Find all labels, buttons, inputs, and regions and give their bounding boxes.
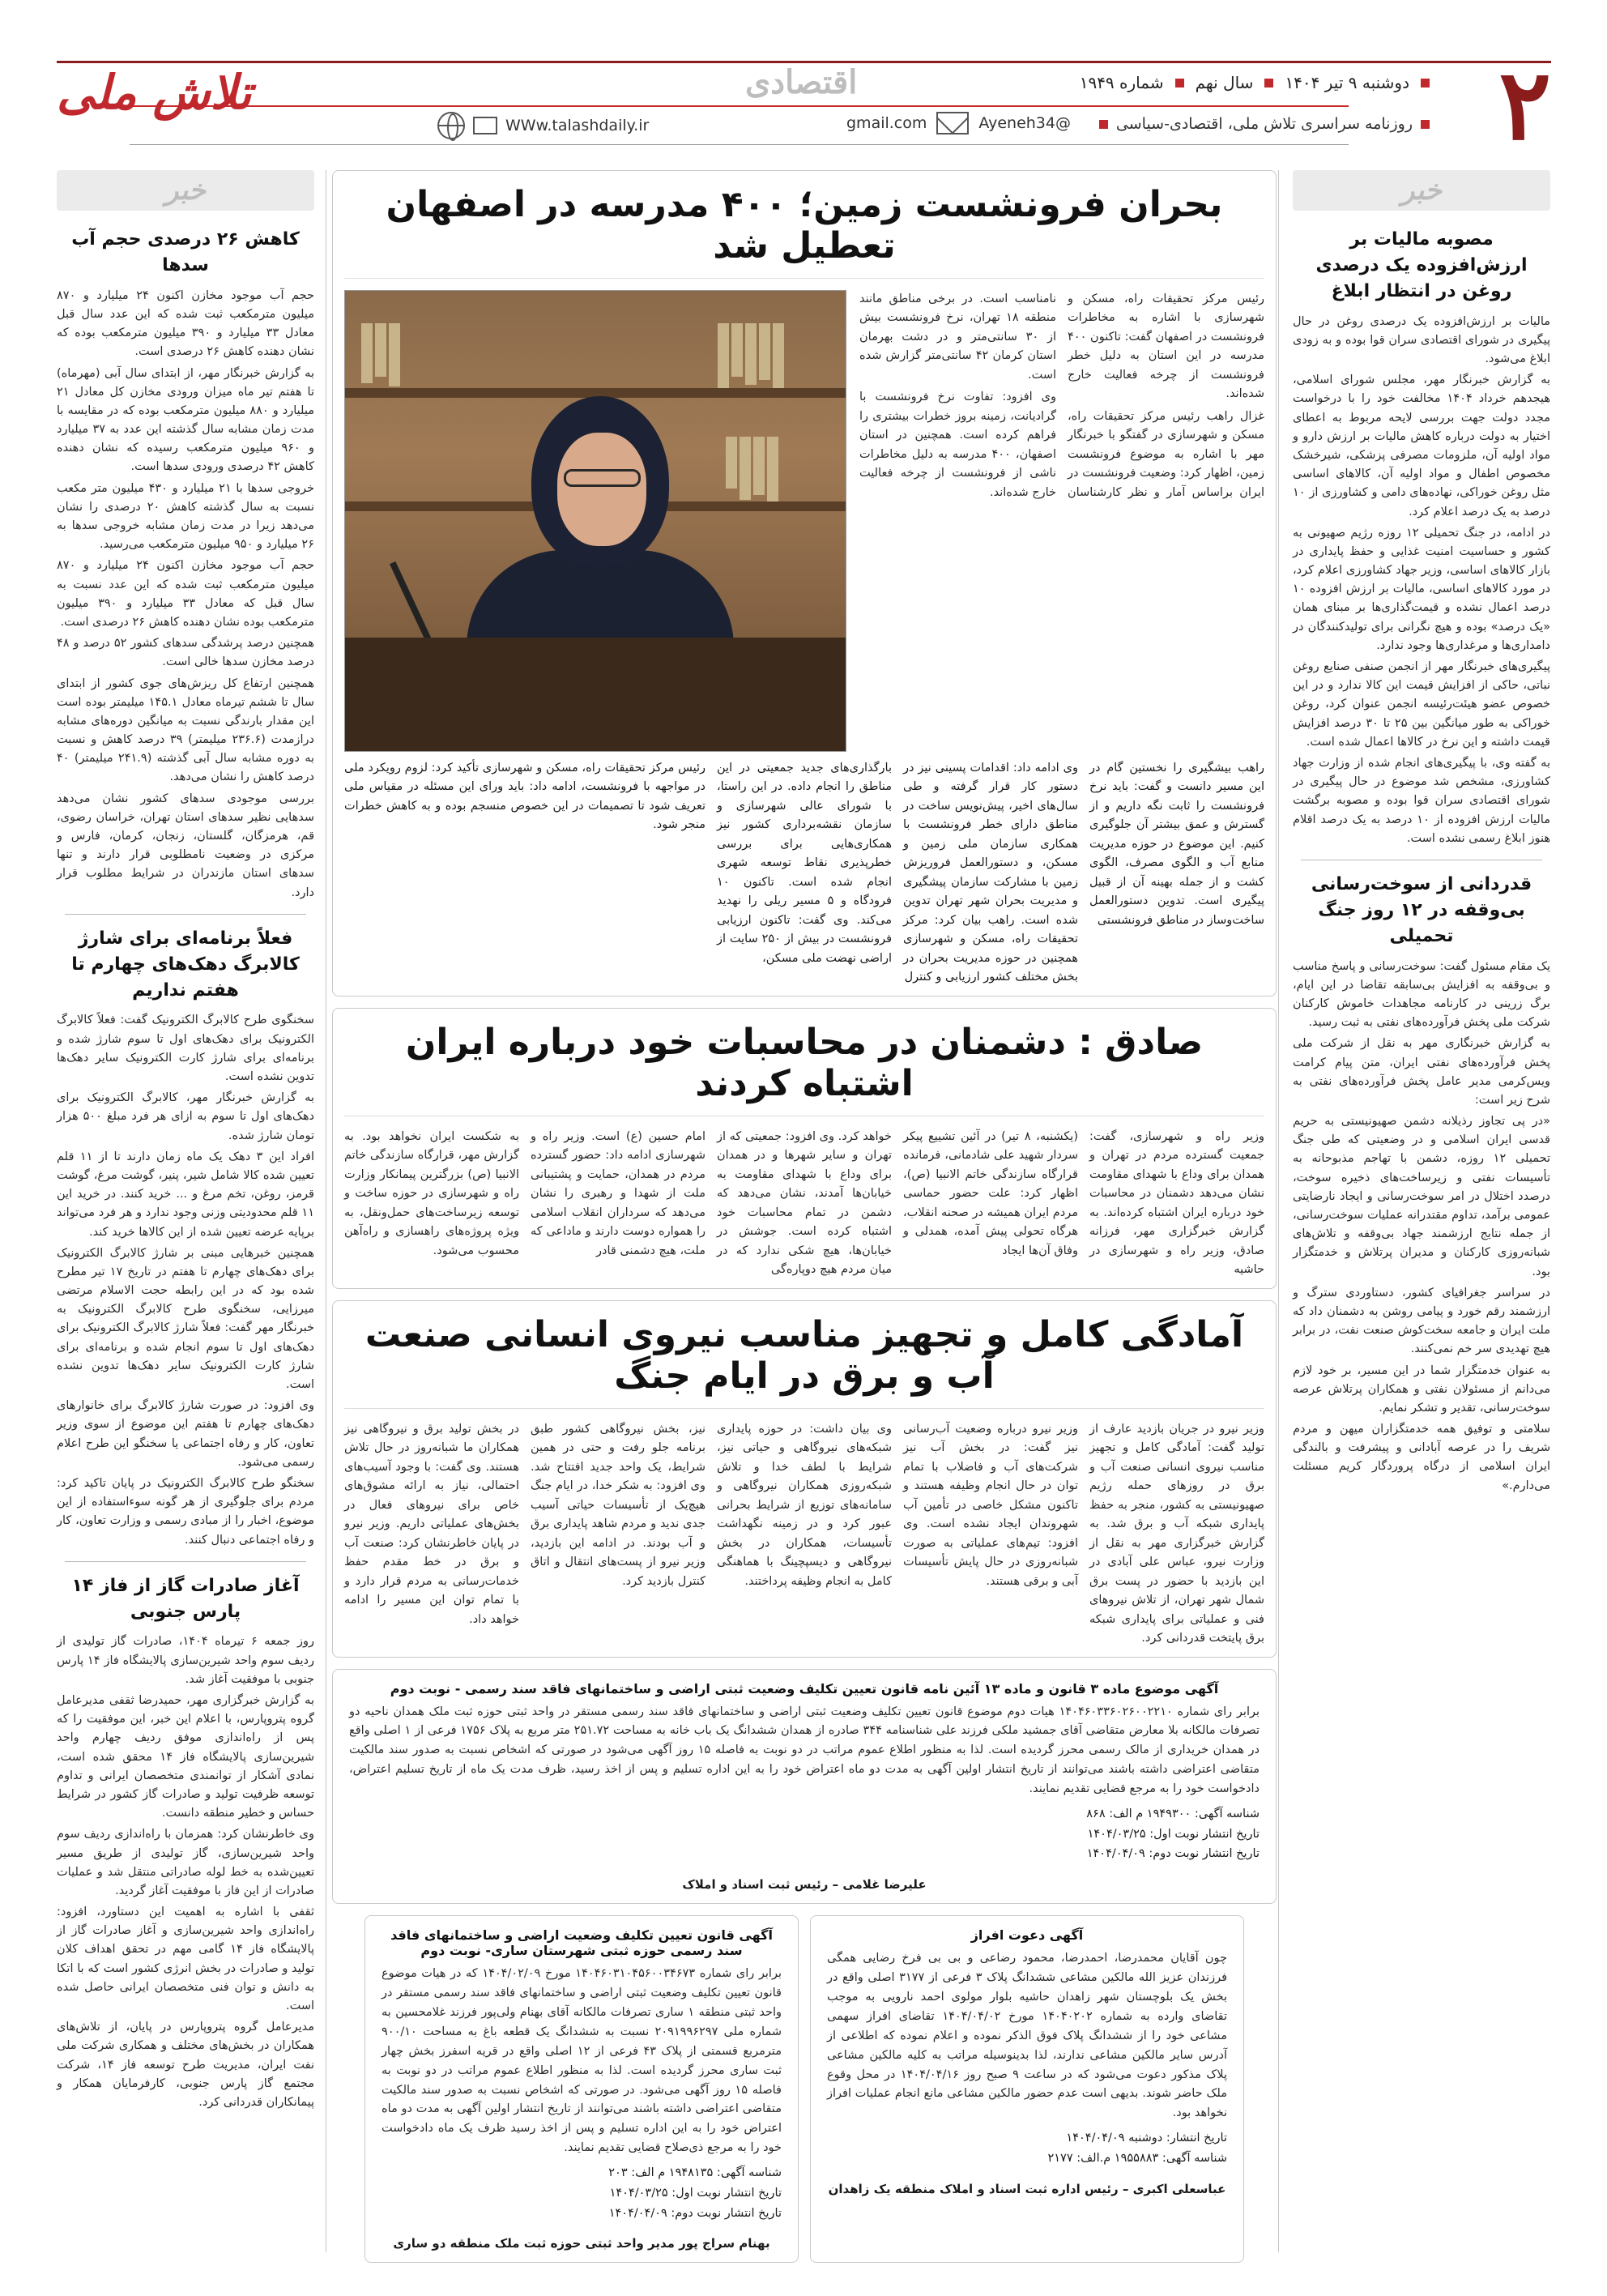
news-paragraph: روز جمعه ۶ تیرماه ۱۴۰۴، صادرات گاز تولیدی از ردیف سوم واحد شیرین‌سازی پالایشگاه فاز ۱۴ پارس جنوبی با موفقیت آغاز شد. xyxy=(57,1635,315,1686)
mail-icon xyxy=(936,112,969,134)
story-paragraph: (یکشنبه، ۸ تیر) در آئین تشییع پیکر سردار شهید علی شادمانی، فرمانده قرارگاه سازندگی خاتم الانبیا (ص)، اظهار کرد: علت حضور حماسی مردم ایران همیشه در صحنه انقلاب، هرگاه تحولی پیش آمده، همدلی و وفاق آن‌ها ایجاد xyxy=(903,1129,1078,1257)
issue-year: سال نهم xyxy=(1195,73,1254,92)
news-paragraph: همچنین خبرهایی مبنی بر شارژ کالابرگ الکترونیک برای دهک‌های چهارم تا هفتم در تاریخ ۱۷ تیر مطرح شده بود که در این رابطه حجت الاسلام مرتضی میرزایی، سخنگوی طرح کالابرگ الکترونیک به خبرنگار مهر گفت: فعلاً شارژ کالابرگ الکترونیک برای دهک‌های اول تا سوم انجام شده و برنامه‌ای برای شارژ کارت الکترونیک سایر دهک‌ها تدوین نشده است. xyxy=(57,1246,314,1392)
issue-info xyxy=(1080,73,1430,92)
notice-meta-line: تاریخ انتشار نوبت دوم: ۱۴۰۴/۰۴/۰۹ xyxy=(608,2206,782,2220)
story-headline[interactable]: آمادگی کامل و تجهیز مناسب نیروی انسانی صنعت آب و برق در ایام جنگ xyxy=(344,1309,1264,1409)
story-paragraph: امام حسین (ع) است. وزیر راه و شهرسازی ادامه داد: حضور گسترده مردم در همدان، حمایت و پشتیبانی ملت از شهدا و رهبری را نشان می‌دهد که سرداران انقلاب اسلامی را همواره دوست دارند و ماداعی که ملت، هیچ دشمنی قادر xyxy=(531,1129,705,1257)
photo-books xyxy=(726,437,778,501)
website-link[interactable]: WWw.talashdaily.ir xyxy=(505,117,650,134)
photo-books xyxy=(718,323,784,388)
laptop-icon xyxy=(473,117,497,134)
news-paragraph: پیگیری‌های خبرنگار مهر از انجمن صنفی صنایع روغن نباتی، حاکی از افزایش قیمت این کالا ندارد و در این خصوص عضو هیئت‌رئیسه انجمن عنوان کرد، روغن خوراکی به طور میانگین بین ۲۵ تا ۳۰ درصد افزایش قیمت داشته و این نرخ در کالاها اعمال شده است. xyxy=(1293,660,1551,749)
notice-meta-line: شناسه آگهی: ۱۹۴۹۳۰۰ م الف: ۸۶۸ xyxy=(1086,1807,1260,1821)
news-paragraph: افراد این ۳ دهک یک ماه زمان دارند تا از ۱۱ قلم تعیین شده کالا شامل شیر، پنیر، گوشت مرغ، گوشت قرمز، روغن، تخم مرغ و ... خرید کنند. در خرید این ۱۱ قلم محدودیتی وزنی وجود ندارد و هر فرد می‌تواند برپایه عرضه تعیین شده از این کالاها خرید کند. xyxy=(57,1150,314,1239)
story-paragraph: وی افزود: تفاوت نرخ فرونشست با گرادیانت، زمینه بروز خطرات بیشتری را فراهم کرده است. همچنین در استان اصفهان، ۴۰۰ مدرسه به دلیل مخاطرات ناشی از فرونشست از چرخه فعالیت خارج شده‌اند. xyxy=(859,390,1056,499)
right-news-column xyxy=(1293,170,1550,1498)
story-headline[interactable]: صادق : دشمنان در محاسبات خود درباره ایران اشتباه کردند xyxy=(344,1017,1264,1116)
photo-person-face xyxy=(557,433,646,546)
news-paragraph: مدیرعامل گروه پتروپارس در پایان، از تلاش‌های همکاران در بخش‌های مختلف و همکاری شرکت ملی نفت ایران، مدیریت طرح توسعه فاز ۱۴، شرکت مجتمع گاز پارس جنوبی، کارفرمایان همکار و پیمانکاران قدردانی کرد. xyxy=(57,2021,314,2109)
story-text-grid xyxy=(344,1128,1264,1280)
notice-meta-line: تاریخ انتشار نوبت دوم: ۱۴۰۴/۰۴/۰۹ xyxy=(1086,1847,1260,1861)
story-paragraph: وزیر راه و شهرسازی، گفت: جمعیت گسترده مردم در تهران و همدان برای وداع با شهدای مقاومت نشان می‌دهد دشمنان در محاسبات خود درباره ایران اشتباه کرده‌اند. به گزارش خبرگزاری مهر، فرزانه صادق، وزیر راه و شهرسازی در حاشیه xyxy=(1089,1129,1264,1277)
masthead-mid-rule xyxy=(130,105,1349,107)
main-content xyxy=(332,170,1277,2263)
news-headline[interactable]: آغاز صادرات گاز از فاز ۱۴ پارس جنوبی xyxy=(71,1575,300,1622)
news-paragraph: همچنین ارتفاع کل ریزش‌های جوی کشور از ابتدای سال تا ششم تیرماه معادل ۱۴۵.۱ میلیمتر بوده است این مقدار بارندگی نسبت به میانگین دوره‌های مشابه درازمدت (۲۳۶.۶ میلیمتر) ۳۹ درصد کاهش و نسبت به دوره مشابه سال آبی گذشته (۲۴۱.۹ میلیمتر) ۴۰ درصد کاهش را نشان می‌دهد. xyxy=(57,676,314,784)
notice-meta-line: شناسه آگهی: ۱۹۴۸۱۳۵ م الف: ۲۰۳ xyxy=(608,2166,782,2180)
story-photo[interactable] xyxy=(344,290,846,752)
news-item xyxy=(57,1573,314,2112)
news-paragraph: به عنوان خدمتگزار شما در این مسیر، بر خود لازم می‌دانم از مسئولان نفتی و همکاران پرتلاش عرصه سوخت‌رسانی، تقدیر و تشکر نمایم. xyxy=(1293,1364,1550,1415)
story-paragraph: غزال راهب رئیس مرکز تحقیقات راه، مسکن و شهرسازی در گفتگو با خبرنگار مهر با اشاره به موضوع فرونشست زمین، اظهار کرد: وضعیت فرونشست در ایران براساس آمار و نظر کارشناسان نامناسب است. در برخی مناطق مانند منطقه ۱۸ تهران، نرخ فرونشست بیش از ۳۰ سانتی‌متر و در دشت بهرمان استان کرمان ۴۲ سانتی‌متر گزارش شده است. xyxy=(859,292,1264,499)
story-paragraph: رئیس مرکز تحقیقات راه، مسکن و شهرسازی تأکید کرد: لزوم رویکرد ملی در مواجهه با فرونشست، ادامه داد: باید ورای این مسئله در مقیاس ملی تعریف شود تا تصمیمات در این خصوص منسجم بوده و به کاهش خطرات منجر شود. xyxy=(344,762,705,832)
notice-title: آگهی دعوت افراز xyxy=(970,1927,1084,1944)
news-paragraph: به گزارش خبرنگار مهر، مجلس شورای اسلامی، هیجدهم خرداد ۱۴۰۴ مخالفت خود را با درخواست مجدد دولت جهت بررسی لایحه مربوط به اعطای اختیار به دولت درباره کاهش مالیات بر ارزش دارو و مواد اولیه آن، ملزومات مصرفی پزشکی، شیرخشک مخصوص اطفال و مواد اولیه آن، کالاهای اساسی مثل روغن خوراکی، نهاده‌های دامی و کشاورزی از ۱۰ درصد به یک درصد اعلام کرد. xyxy=(1293,373,1550,519)
news-paragraph: سخنگو طرح کالابرگ الکترونیک در پایان تاکید کرد: مردم برای جلوگیری از هر گونه سوءاستفاده از این موضوع، اخبار را از مبادی رسمی و وزارت تعاون، کار و رفاه اجتماعی دنبال کنند. xyxy=(57,1476,314,1547)
news-paragraph: مالیات بر ارزش‌افزوده یک درصدی روغن در حال پیگیری در شورای اقتصادی سران قوا بوده و به زودی ابلاغ می‌شود. xyxy=(1293,314,1550,366)
email-block[interactable] xyxy=(846,112,1071,134)
notice-meta-line: شناسه آگهی: ۱۹۵۵۸۸۳ م.الف: ۲۱۷۷ xyxy=(1047,2151,1227,2165)
notice-signature: علیرضا غلامی – رئیس ثبت اسناد و املاک xyxy=(682,1877,927,1893)
news-paragraph: خروجی سدها با ۲۱ میلیارد و ۴۳۰ میلیون متر مکعب نسبت به سال گذشته کاهش ۲۰ درصدی را نشان می‌دهد زیرا در مدت زمان مشابه خروجی سدها به ۲۶ میلیارد و ۹۵۰ میلیون مترمکعب می‌رسید. xyxy=(57,481,315,552)
news-paragraph: به گزارش خبرنگار مهر، از ابتدای سال آبی (مهرماه) تا هفتم تیر ماه میزان ورودی مخازن کل معادل ۲۱ میلیارد و ۸۸۰ میلیون مترمکعب بوده که در مقایسه با مدت زمان مشابه سال گذشته این عدد به ۳۷ میلیارد و ۹۶۰ میلیون مترمکعب رسیده که نشان دهنده کاهش ۴۲ درصدی ورودی سدها است. xyxy=(57,366,314,474)
masthead-bottom-rule xyxy=(130,144,1349,145)
story-paragraph: وزیر نیرو درباره وضعیت آب‌رسانی نیز گفت: در بخش آب نیز شرکت‌های آب و فاضلاب با تمام توان در حال انجام وظیفه هستند و تاکنون مشکل خاصی در تأمین آب شهروندان ایجاد نشده است. وی افزود: تیم‌های عملیاتی به صورت شبانه‌روزی در حال پایش تأسیسات آبی و برقی هستند. xyxy=(903,1422,1078,1588)
news-paragraph: به گزارش خبرنگار مهر، کالابرگ الکترونیک برای دهک‌های اول تا سوم به ازای هر فرد مبلغ ۵۰۰ هزار تومان شارژ شده. xyxy=(57,1091,314,1142)
photo-glasses xyxy=(564,469,641,487)
newspaper-description: روزنامه سراسری تلاش ملی، اقتصادی-سیاسی xyxy=(1115,115,1413,133)
news-item xyxy=(1293,227,1550,848)
news-paragraph: در سراسر جغرافیای کشور، دستاوردی سترگ و ارزشمند رقم خورد و پیامی روشن به دشمنان داد که ملت ایران و جامعه سخت‌کوش صنعت نفت، در برابر هیچ تهدیدی سر خم نمی‌کنند. xyxy=(1293,1286,1550,1356)
story-body xyxy=(344,290,1264,760)
notice-body: برابر رای شماره ۱۴۰۴۶۰۳۱۰۴۵۶۰۰۳۴۶۷۳ مورخ ۱۴۰۴/۰۲/۰۹ که در هیات موضوع قانون تعیین تکلیف وضعیت ثبتی اراضی و ساختمانهای فاقد سند رسمی مستقر در واحد ثبتی منطقه ۱ ساری تصرفات مالکانه آقای بهنام ولی‌پور فرزند غلامحسین به شماره ملی ۲۰۹۱۹۹۶۲۹۷ نسبت به ششدانگ یک قطعه باغ به مساحت ۹۰۰/۱۰ مترمربع قسمتی از پلاک ۴۳ فرعی از ۱۲ اصلی واقع در قریه اسفرز بخش چهار ثبت ساری محرز گردیده است. لذا به منظور اطلاع عموم مراتب در دو نوبت به فاصله ۱۵ روز آگهی می‌شود. در صورتی که اشخاص نسبت به صدور سند مالکیت متقاضی اعتراضی داشته باشند می‌توانند از تاریخ انتشار اولین آگهی به مدت دو ماه اعتراض خود را به این اداره تسلیم و پس از اخذ رسید ظرف یک ماه دادخواست خود را به مرجع ذی‌صلاح قضایی تقدیم نمایند. xyxy=(382,1967,782,2155)
story-text-grid xyxy=(344,1420,1264,1649)
lead-story xyxy=(332,170,1277,996)
news-headline[interactable]: فعلاً برنامه‌ای برای شارژ کالابرگ دهک‌های چهارم تا هفتم نداریم xyxy=(71,928,300,1001)
bullet-square-icon xyxy=(1421,79,1430,87)
legal-notice xyxy=(332,1669,1277,1905)
masthead xyxy=(57,49,1551,162)
news-item xyxy=(57,227,314,903)
notice-signature: بهنام سراج پور مدیر واحد ثبتی حوزه ثبت ملک منطقه دو ساری xyxy=(393,2236,770,2251)
news-paragraph: وی افزود: در صورت شارژ کالابرگ برای خانوارهای دهک‌های چهارم تا هفتم این موضوع از سوی وزیر تعاون، کار و رفاه اجتماعی یا سخنگو این طرح اعلام رسمی می‌شود. xyxy=(57,1399,314,1469)
bullet-square-icon xyxy=(1421,120,1430,129)
issue-date: دوشنبه ۹ تیر ۱۴۰۴ xyxy=(1285,73,1409,92)
story-paragraph: خواهد کرد. وی افزود: جمعیتی که از تهران و سایر شهرها و در همدان برای وداع با شهدای مقاومت به خیابان‌ها آمدند، نشان می‌دهد که دشمن در تمام محاسبات خود اشتباه کرده است. جوشش در خیابان‌ها، هیچ شکی ندارد که در میان مردم هیچ دوپاره‌گی xyxy=(717,1129,892,1277)
news-paragraph: به گزارش خبرگزاری مهر، حمیدرضا ثقفی مدیرعامل گروه پتروپارس، با اعلام این خبر، این موفقیت را که پس از راه‌اندازی موفق ردیف چهارم واحد شیرین‌سازی پالایشگاه فاز ۱۴ محقق شده است، نمادی آشکار از توانمندی متخصصان ایرانی و تداوم توسعه ظرفیت تولید و صادرات گاز کشور در شرایط حساس و خطیر منطقه دانست. xyxy=(57,1694,314,1820)
news-paragraph: حجم آب موجود مخازن اکنون ۲۴ میلیارد و ۸۷۰ میلیون مترمکعب ثبت شده که این عدد نسبت به سال قبل که معادل ۳۳ میلیارد و ۳۹۰ میلیون مترمکعب بوده نشان دهنده کاهش ۲۶ درصدی است. xyxy=(57,559,314,629)
story-paragraph: وزیر نیرو در جریان بازدید عارف از تولید گفت: آمادگی کامل و تجهیز مناسب نیروی انسانی صنعت آب و برق در روزهای حمله رژیم صهیونیستی به کشور، منجر به حفظ پایداری شبکه آب و برق شد. به گزارش خبرگزاری مهر به نقل از وزارت نیرو، عباس علی آبادی در این بازدید با حضور در پست برق شمال شهر تهران، از تلاش نیروهای فنی و عملیاتی برای پایداری شبکه برق پایتخت قدردانی کرد. xyxy=(1089,1422,1264,1645)
left-news-column xyxy=(57,170,314,2115)
notice-meta-line: تاریخ انتشار نوبت اول: ۱۴۰۴/۰۳/۲۵ xyxy=(609,2186,782,2200)
notice-meta-line: تاریخ انتشار: دوشنبه ۱۴۰۴/۰۴/۰۹ xyxy=(1066,2132,1227,2145)
news-paragraph: «در پی تجاوز رذیلانه دشمن صهیونیستی به حریم قدسی ایران اسلامی و در وضعیتی که طی جنگ تحمیلی ۱۲ روزه، دشمن با تهاجم مذبوحانه به تأسیسات نفتی و زیرساخت‌های ذخیره سوخت، درصدد اختلال در امر سوخت‌رسانی و ایجاد نارضایتی عمومی برآمد، تداوم مقتدرانه عملیات سوخت‌رسانی، از جمله نتایج ارزشمند جهاد بی‌وقفه و تلاش‌های شبانه‌روزی کارکنان و مدیران پرتلاش و خدمتگزار بود. xyxy=(1293,1115,1550,1278)
photo-books xyxy=(361,323,400,388)
news-paragraph: به گفته وی، با پیگیری‌های انجام شده از وزارت جهاد کشاورزی، مشخص شد موضوع در حال پیگیری در شورای اقتصادی سران قوا بوده و مصوبه برگشت مالیات ارزش افزوده از ۱۰ درصد به یک درصد اقلام هنوز ابلاغ رسمی نشده است. xyxy=(1293,756,1550,845)
news-headline[interactable]: قدردانی از سوخت‌رسانی بی‌وقفه در ۱۲ روز جنگ تحمیلی xyxy=(1311,873,1532,946)
page-number: ۲ xyxy=(1498,48,1551,162)
story-paragraph: در بخش تولید برق و نیروگاهی نیز همکاران ما شبانه‌روز در حال تلاش هستند. وی گفت: با وجود آسیب‌های احتمالی، نیاز به ارائه مشوق‌های خاص برای نیروهای فعال در بخش‌های عملیاتی داریم. وزیر نیرو در پایان خاطرنشان کرد: صنعت آب و برق در خط مقدم حفظ خدمات‌رسانی به مردم قرار دارد و با تمام توان این مسیر را ادامه خواهد داد. xyxy=(344,1422,519,1626)
globe-icon xyxy=(437,112,465,139)
notice-meta-line: تاریخ انتشار نوبت اول: ۱۴۰۴/۰۳/۲۵ xyxy=(1087,1827,1260,1841)
notice-signature: عباسعلی اکبری – رئیس اداره ثبت اسناد و املاک منطقه یک زاهدان xyxy=(828,2181,1226,2196)
legal-notice xyxy=(810,1915,1244,2263)
news-section-header: خبر xyxy=(57,170,314,211)
story-paragraph: نیز، بخش نیروگاهی کشور طبق برنامه جلو رفت و حتی در همین شرایط، یک واحد جدید افتتاح شد. وی افزود: به شکر خدا، در ایام جنگ هیچ‌یک از تأسیسات حیاتی آسیب جدی ندید و مردم شاهد پایداری برق و آب بودند. در ادامه این بازدید، وزیر نیرو از پست‌های انتقال و اتاق کنترل بازدید کرد. xyxy=(531,1422,705,1588)
news-separator xyxy=(65,914,306,915)
news-item xyxy=(57,926,314,1550)
news-paragraph: یک مقام مسئول گفت: سوخت‌رسانی و پاسخ مناسب و بی‌وقفه به افزایش بی‌سابقه تقاضا در این ایام، برگ زرینی در کارنامه مجاهدات خاموش کارکنان شرکت ملی پخش فرآورده‌های نفتی به ثبت رسید. xyxy=(1293,959,1550,1030)
news-paragraph: سلامتی و توفیق همه خدمتگزاران میهن و مردم شریف را در عرصه آبادانی و پیشرفت و بالندگی ایران اسلامی از درگاه پروردگار کریم مسئلت می‌دارم.» xyxy=(1293,1423,1550,1492)
news-paragraph: به گزارش خبرنگاری مهر به نقل از شرکت ملی پخش فرآورده‌های نفتی ایران، متن پیام کرامت ویس‌کرمی مدیر عامل پخش فرآورده‌های نفتی به شرح زیر است: xyxy=(1293,1037,1550,1107)
story-paragraph: به شکست ایران نخواهد بود. به گزارش مهر، قرارگاه سازندگی خاتم الانبیا (ص) بزرگترین پیمانکار وزارت راه و شهرسازی در حوزه ساخت و توسعه زیرساخت‌های حمل‌ونقل، به ویژه پروژه‌های راهسازی و راه‌آهن محسوب می‌شود. xyxy=(344,1129,519,1257)
news-paragraph: بررسی موجودی سدهای کشور نشان می‌دهد سدهایی نظیر سدهای استان تهران، خراسان رضوی، قم، هرمزگان، گلستان، زنجان، کرمان، فارس و مرکزی در وضعیت نامطلوبی قرار دارند و تنها سدهای استان مازندران در شرایط مطلوب قرار دارد. xyxy=(57,792,314,899)
notice-meta xyxy=(382,2163,782,2223)
notices-row xyxy=(332,1915,1277,2263)
story-text-grid xyxy=(344,759,1264,988)
email-user[interactable]: Ayeneh34@ xyxy=(978,114,1071,132)
masthead-description xyxy=(1099,115,1430,133)
story-paragraph: رئیس مرکز تحقیقات راه، مسکن و شهرسازی با اشاره به مخاطرات فرونشست در اصفهان گفت: تاکنون ۴۰۰ مدرسه در این استان به دلیل خطر فرونشست از چرخه فعالیت خارج شده‌اند. xyxy=(1068,292,1264,401)
story-paragraph: وی بیان داشت: در حوزه پایداری شبکه‌های نیروگاهی و حیاتی نیز، شرایط با لطف خدا و تلاش شبکه‌روزی همکاران نیروگاهی و سامانه‌های توزیع از شرایط بحرانی عبور کرد و در زمینه نگهداشت تأسیسات، همکاران در بخش نیروگاهی و دیسپچینگ با هماهنگی کامل به انجام وظیفه پرداختند. xyxy=(717,1422,892,1588)
news-paragraph: در ادامه، در جنگ تحمیلی ۱۲ روزه رژیم صهیونی به کشور و حساسیت امنیت غذایی و حفظ پایداری در بازار کالاهای اساسی، وزیر جهاد کشاورزی اعلام کرد، در مورد کالاهای اساسی، مالیات بر ارزش افزوده ۱۰ درصد اعمال نشده و قیمت‌گذاری‌ها بر مبنای همان «یک درصد» بوده و هیچ نگرانی برای تولیدکنندگان در دامداری‌ها و مرغداری‌ها وجود ندارد. xyxy=(1293,526,1550,652)
news-headline[interactable]: کاهش ۲۶ درصدی حجم آب سدها xyxy=(71,229,300,275)
notice-meta xyxy=(349,1804,1260,1864)
news-paragraph: سخنگوی طرح کالابرگ الکترونیک گفت: فعلاً کالابرگ الکترونیک برای دهک‌های اول تا سوم شارژ شده و برنامه‌ای برای شارژ کارت الکترونیک سایر دهک‌ها تدوین نشده است. xyxy=(57,1014,314,1084)
news-paragraph: وی خاطرنشان کرد: همزمان با راه‌اندازی ردیف سوم واحد شیرین‌سازی، گاز تولیدی از طریق مسیر تعیین‌شده به خط لوله صادراتی منتقل شد و عملیات صادرات از این فاز با موفقیت آغاز گردید. xyxy=(57,1828,314,1897)
news-item xyxy=(1293,872,1550,1496)
third-story xyxy=(332,1300,1277,1658)
section-title: اقتصادی xyxy=(745,63,858,101)
story-text-columns xyxy=(859,290,1264,504)
brand-logo[interactable]: تلاش ملی xyxy=(57,65,252,120)
notice-title: آگهی قانون تعیین تکلیف وضعیت اراضی و ساختمانهای فاقد سند رسمی حوزه ثبتی شهرستان ساری- نوبت دوم xyxy=(390,1927,773,1959)
second-story xyxy=(332,1008,1277,1289)
story-headline[interactable]: بحران فرونشست زمین؛ ۴۰۰ مدرسه در اصفهان تعطیل شد xyxy=(344,179,1264,279)
story-paragraph: راهب بیشگیری را نخستین گام در این مسیر دانست و گفت: باید نرخ فرونشست را ثابت نگه داریم و از گسترش و عمق بیشتر آن جلوگیری کنیم. این موضوع در حوزه مدیریت منابع آب و الگوی مصرف، الگوی کشت و از جمله بهینه آن از قبیل پیگیری است. تدوین دستورالعمل ساخت‌وساز در مناطق فرونشستی xyxy=(1089,762,1264,927)
news-paragraph: همچنین درصد پرشدگی سدهای کشور ۵۲ درصد و ۴۸ درصد مخازن سدها خالی است. xyxy=(57,637,314,669)
email-domain[interactable]: gmail.com xyxy=(846,114,927,132)
news-section-header: خبر xyxy=(1293,170,1550,211)
column-divider xyxy=(1278,170,1279,2252)
website-block[interactable] xyxy=(437,112,649,139)
news-headline[interactable]: مصوبه مالیات بر ارزش‌افزوده یک درصدی روغن در انتظار ابلاغ xyxy=(1315,229,1528,301)
bullet-square-icon xyxy=(1175,79,1184,87)
notice-meta xyxy=(827,2128,1227,2168)
bullet-square-icon xyxy=(1264,79,1273,87)
story-paragraph: وی ادامه داد: اقدامات پسینی نیز در دستور کار قرار گرفته و طی سال‌های اخیر، پیش‌نویس ساخت در مناطق دارای خطر فرونشست با همکاری سازمان ملی زمین و مسکن، و دستورالعمل فروریزش زمین با مشارکت سازمان پیشگیری و مدیریت بحران شهر تهران تدوین شده است. راهب بیان کرد: مرکز تحقیقات راه، مسکن و شهرسازی همچنین در حوزه مدیریت بحران در بخش مختلف کشور ارزیابی و کنترل xyxy=(903,762,1078,984)
story-paragraph: بارگذاری‌های جدید جمعیتی در این مناطق را انجام داده. در این راستا، با شورای عالی شهرسازی و سازمان نقشه‌برداری کشور نیز همکاری‌هایی برای بررسی خطرپذیری نقاط توسعه شهری انجام شده است. تاکنون ۱۰ فرودگاه و ۵ مسیر ریلی را نهدید می‌کند. وی گفت: تاکنون ارزیابی فرونشست در بیش از ۲۵۰ سایت از اراضی نهضت ملی مسکن، xyxy=(717,762,893,965)
news-paragraph: ثقفی با اشاره به اهمیت این دستاورد، افزود: راه‌اندازی واحد شیرین‌سازی و آغاز صادرات گاز از پالایشگاه فاز ۱۴ گامی مهم در تحقق اهداف کلان تولید و صادرات در بخش انرژی کشور است که با اتکا به دانش و توان فنی متخصصان ایرانی حاصل شده است. xyxy=(57,1906,314,2013)
news-paragraph: حجم آب موجود مخازن اکنون ۲۴ میلیارد و ۸۷۰ میلیون مترمکعب ثبت شده که این عدد سال قبل معادل ۳۳ میلیارد و ۳۹۰ میلیون مترمکعب بوده که نشان دهنده کاهش ۲۶ درصدی است. xyxy=(57,288,314,359)
notice-body: چون آقایان محمدرضا، احمدرضا، محمود رضاعی و بی بی فرخ رضایی همگی فرزندان عزیز الله مالکین مشاعی ششدانگ پلاک ۳ فرعی از ۳۱۷۷ اصلی واقع در بخش یک بلوچستان شهر زاهدان حاشیه بلوار مولوی احمد نارویی به موجب تقاضای وارده به شماره ۱۴۰۴۰۲۰۲ مورخ ۱۴۰۴/۰۴/۰۲ تقاضای افراز سهمی مشاعی خود را از ششدانگ پلاک فوق الذکر نموده و اعلام نموده که اطلاعی از آدرس سایر مالکین مشاعی ندارند، لذا بدینوسیله مراتب به کلیه مالکین مشاعی پلاک مذکور دعوت می‌شود که در ساعت ۹ صبح روز ۱۴۰۴/۰۴/۱۶ در محل وقوع ملک حاضر شوند. بدیهی است عدم حضور مالکین مشاعی مانع انجام عملیات افراز نخواهد بود. xyxy=(827,1952,1227,2120)
photo-desk xyxy=(345,638,846,751)
issue-number: شماره ۱۹۴۹ xyxy=(1079,73,1164,92)
bullet-square-icon xyxy=(1099,120,1108,129)
notice-body: برابر رای شماره ۱۴۰۴۶۰۳۳۶۰۲۶۰۰۲۲۱۰ هیات دوم موضوع قانون تعیین تکلیف وضعیت ثبتی اراضی و ساختمانهای فاقد سند رسمی مستقر در واحد ثبتی حوزه ثبت ملک همدان ناحیه دو تصرفات مالکانه بلا معارض متقاضی آقای جمشید ملکی فرزند علی شناسنامه ۳۴۴ صادره از همدان ششدانگ یک باب خانه به مساحت ۲۵۱.۷۲ متر مربع به پلاک ۱۷۵۶ فرعی از ۱ اصلی واقع در همدان خریداری از مالک رسمی محرز گردیده است. لذا به منظور اطلاع عموم مراتب در دو نوبت به فاصله ۱۵ روز آگهی می‌شود در صورتی که اشخاص نسبت به صدور سند مالکیت متقاضی اعتراضی داشته باشند می‌توانند از تاریخ انتشار اولین آگهی به مدت دو ماه اعتراض خود را به این اداره تسلیم و پس از اخذ رسید، ظرف مدت یک ماه از تاریخ تسلیم اعتراض، دادخواست خود را به مرجع قضایی تقدیم نمایند. xyxy=(349,1705,1260,1796)
notice-title: آگهی موضوع ماده ۳ قانون و ماده ۱۳ آئین نامه قانون تعیین تکلیف وضعیت ثبتی اراضی و ساختمانهای فاقد سند رسمی - نوبت دوم xyxy=(390,1680,1219,1696)
news-separator xyxy=(65,1561,306,1562)
legal-notice xyxy=(364,1915,799,2263)
